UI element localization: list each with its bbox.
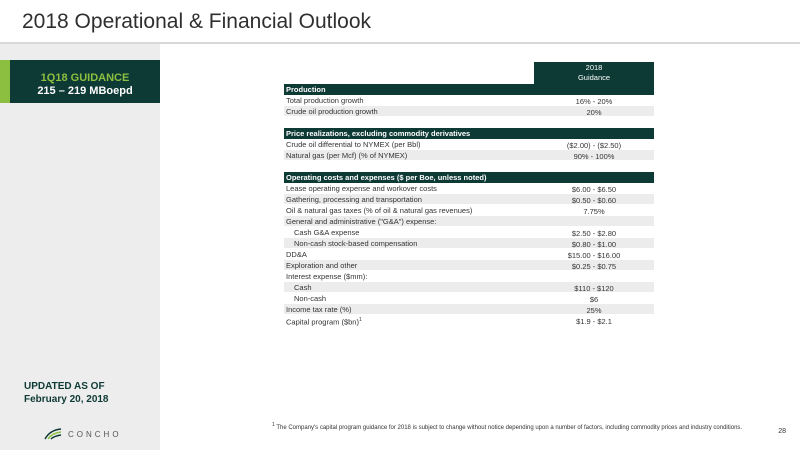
section-gap: [284, 161, 654, 172]
row-value: $0.25 - $0.75: [571, 262, 617, 271]
row-label: [286, 315, 362, 328]
column-header-year: 2018: [585, 63, 603, 72]
row-label: Non-cash: [294, 294, 327, 303]
footnote-ref: 1: [358, 317, 362, 323]
row-value: 20%: [586, 108, 602, 117]
logo-text: CONCHO: [68, 429, 122, 439]
section-header-production: Production: [284, 84, 654, 95]
row-label: DD&A: [286, 250, 307, 259]
page-number: 28: [778, 428, 786, 435]
page-title: 2018 Operational & Financial Outlook: [22, 10, 372, 33]
table-row: [284, 249, 654, 260]
table-row: [284, 293, 654, 304]
table-row: [284, 282, 654, 293]
row-value: $110 - $120: [574, 284, 614, 293]
row-value: $15.00 - $16.00: [567, 251, 621, 260]
table-row: [284, 216, 654, 227]
table-row: [284, 271, 654, 282]
table-row: [284, 304, 654, 315]
column-header-label: Guidance: [577, 73, 611, 82]
row-label: Total production growth: [286, 96, 364, 105]
section-header-price-realizations: Price realizations, excluding commodity derivatives: [284, 128, 654, 139]
table-row: [284, 183, 654, 194]
row-label: Cash G&A expense: [294, 228, 360, 237]
table-row: [284, 238, 654, 249]
row-label-text: Capital program ($bn): [286, 317, 359, 327]
updated-label: UPDATED AS OF: [24, 381, 105, 392]
table-row: [284, 260, 654, 271]
row-label: Crude oil production growth: [286, 107, 378, 116]
table-row: [284, 205, 654, 216]
table-row: [284, 315, 654, 326]
row-label: Interest expense ($mm):: [286, 272, 368, 281]
footnote-text: The Company's capital program guidance for 2018 is subject to change without notice depending upon a number of factors, including commodity prices and industry conditions.: [276, 425, 743, 431]
guidance-value: 215 – 219 MBoepd: [37, 85, 133, 97]
row-label: General and administrative ("G&A") expense:: [286, 217, 437, 226]
company-logo: [44, 428, 122, 440]
row-label: Cash: [294, 283, 312, 292]
row-value: ($2.00) - ($2.50): [566, 141, 622, 150]
footnote-marker: 1: [272, 422, 275, 428]
guidance-text: [0, 60, 160, 103]
row-label: Crude oil differential to NYMEX (per Bbl): [286, 140, 421, 149]
table-header-row: [284, 62, 654, 84]
row-label: Lease operating expense and workover costs: [286, 184, 437, 193]
table-row: [284, 106, 654, 117]
row-value: 90% - 100%: [573, 152, 615, 161]
section-header-operating-costs: Operating costs and expenses ($ per Boe, unless noted): [284, 172, 654, 183]
table-row: [284, 150, 654, 161]
table-row: [284, 227, 654, 238]
row-value: 16% - 20%: [575, 97, 613, 106]
guidance-table: [284, 62, 654, 326]
row-value: $6.00 - $6.50: [571, 185, 617, 194]
row-label: Exploration and other: [286, 261, 358, 270]
row-value: $2.50 - $2.80: [571, 229, 617, 238]
section-gap: [284, 117, 654, 128]
updated-date: [24, 380, 109, 406]
table-row: [284, 194, 654, 205]
row-label: Gathering, processing and transportation: [286, 195, 422, 204]
row-value: $6: [589, 295, 599, 304]
row-value: 7.75%: [583, 207, 605, 216]
table-row: [284, 95, 654, 106]
table-row: [284, 139, 654, 150]
row-value: $0.50 - $0.60: [571, 196, 617, 205]
row-label: Natural gas (per Mcf) (% of NYMEX): [286, 151, 408, 160]
row-label: Income tax rate (%): [286, 305, 352, 314]
row-label: Oil & natural gas taxes (% of oil & natural gas revenues): [286, 206, 473, 215]
row-value: $0.80 - $1.00: [571, 240, 617, 249]
guidance-title: 1Q18 GUIDANCE: [40, 72, 130, 84]
updated-value: February 20, 2018: [24, 394, 109, 405]
column-header: [534, 62, 654, 84]
footnote: [272, 422, 742, 431]
row-value: 25%: [586, 306, 602, 315]
row-value: $1.9 - $2.1: [576, 317, 612, 326]
row-label: Non-cash stock-based compensation: [294, 239, 418, 248]
logo-mark-icon: [44, 428, 62, 440]
